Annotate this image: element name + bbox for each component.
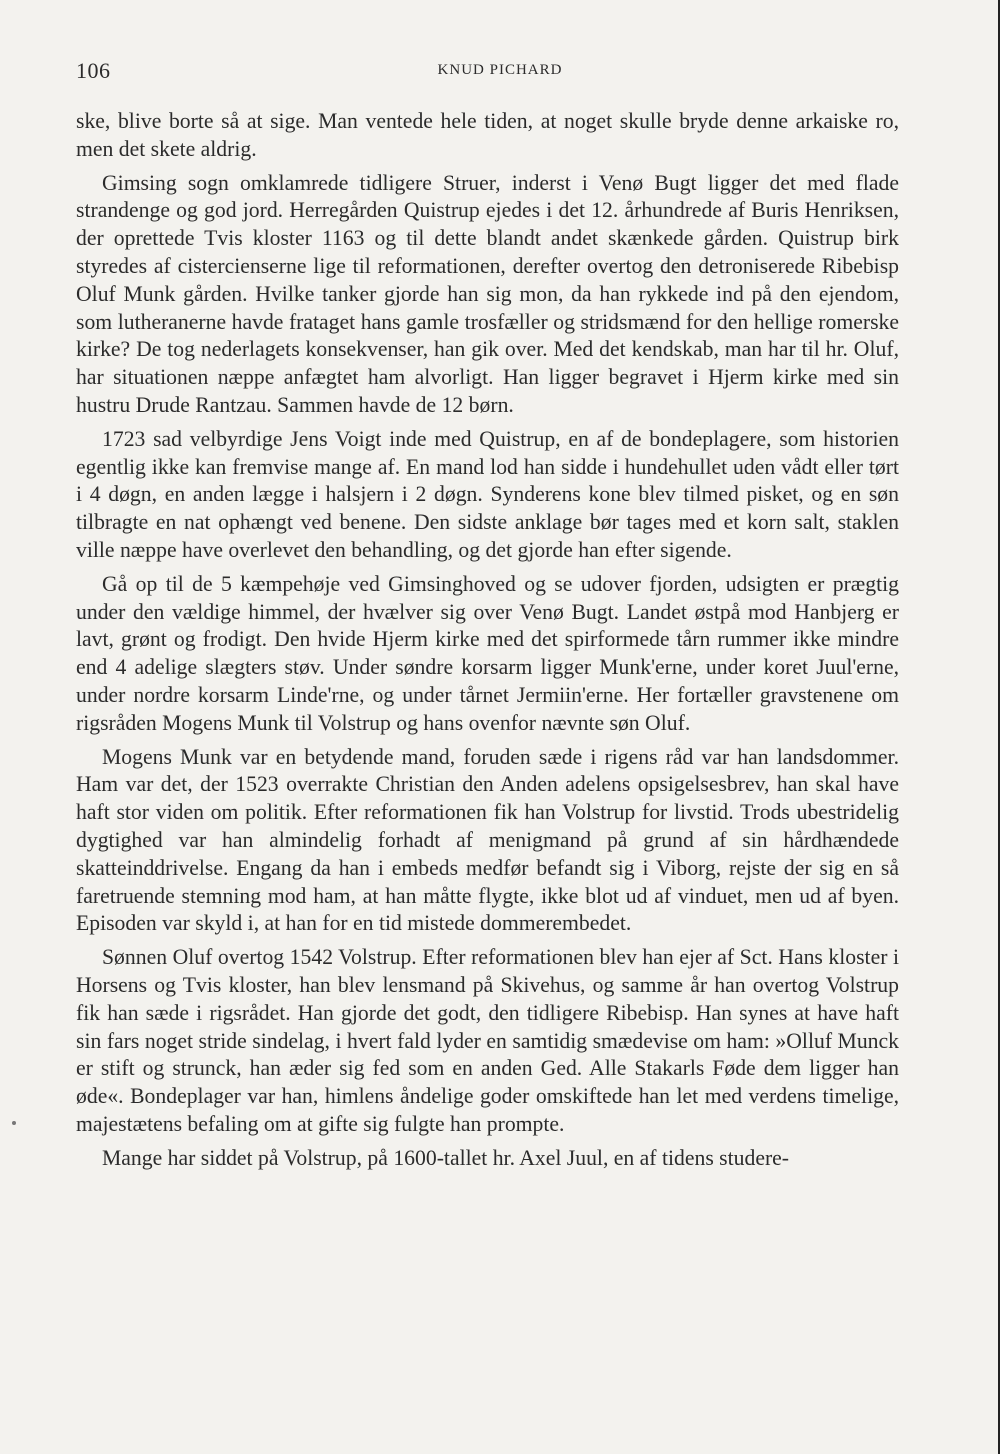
paragraph: Sønnen Oluf overtog 1542 Volstrup. Efter reformationen blev han ejer af Sct. Hans kloster i Horsens og Tvis kloster, han blev lensmand på Skivehus, og samme år han overtog Volstrup fik han sæde i rigsrådet. Han gjorde det godt, den tidligere Ribebisp. Han synes at have haft sin fars noget stride sindelag, i hvert fald lyder en samtidig smædevise om ham: »Olluf Munck er stift og strunck, han æder sig fed som en anden Ged. Alle Stakarls Føde dem ligger han øde«. Bondeplager var han, himlens åndelige goder omskiftede han let med verdens timelige, majestætens befaling om at gifte sig fulgte han prompte. bbox=[76, 945, 899, 1136]
paragraph: Mange har siddet på Volstrup, på 1600-tallet hr. Axel Juul, en af tidens studere- bbox=[102, 1145, 790, 1170]
body-text bbox=[76, 108, 899, 1178]
paragraph: Mogens Munk var en betydende mand, foruden sæde i rigens råd var han landsdommer. Ham var det, der 1523 overrakte Christian den Anden adelens opsigelsesbrev, han skal have haft stor viden om politik. Efter reformationen fik han Volstrup for livstid. Trods ubestridelig dygtighed var han almindelig forhadt af menigmand på grund af sin hårdhændede skatteinddrivelse. Engang da han i embeds medfør befandt sig i Viborg, rejste der sig en så faretruende stemning mod ham, at han måtte flygte, ikke blot ud af vinduet, men ud af byen. Episoden var skyld i, at han for en tid mistede dommerembedet. bbox=[76, 744, 899, 936]
paragraph: Gå op til de 5 kæmpehøje ved Gimsinghoved og se udover fjorden, udsigten er prægtig under den vældige himmel, der hvælver sig over Venø Bugt. Landet østpå mod Hanbjerg er lavt, grønt og frodigt. Den hvide Hjerm kirke med det spirformede tårn rummer ikke mindre end 4 adelige slægters støv. Under søndre korsarm ligger Munk'erne, under koret Juul'erne, under nordre korsarm Linde'rne, og under tårnet Jermiin'erne. Her fortæller gravstenene om rigsråden Mogens Munk til Volstrup og hans ovenfor nævnte søn Oluf. bbox=[76, 571, 899, 735]
paragraph: Gimsing sogn omklamrede tidligere Struer, inderst i Venø Bugt ligger det med flade strandenge og god jord. Herregården Quistrup ejedes i det 12. århundrede af Buris Henriksen, der oprettede Tvis kloster 1163 og til dette blandt andet skænkede gården. Quistrup birk styredes af cistercienserne lige til reformationen, derefter overtog den detroniserede Ribebisp Oluf Munk gården. Hvilke tanker gjorde han sig mon, da han rykkede ind på den ejendom, som lutheranerne havde frataget hans gamle trosfæller og stridsmænd for den hellige romerske kirke? De tog nederlagets konsekvenser, han gik over. Med det kendskab, man har til hr. Oluf, har situationen næppe anfægtet ham alvorligt. Han ligger begravet i Hjerm kirke med sin hustru Drude Rantzau. Sammen havde de 12 børn. bbox=[76, 170, 899, 417]
margin-dot bbox=[12, 1121, 16, 1125]
paragraph: ske, blive borte så at sige. Man ventede hele tiden, at noget skulle bryde denne arkaiske ro, men det skete aldrig. bbox=[76, 109, 899, 161]
page-number: 106 bbox=[76, 58, 111, 83]
running-head: KNUD PICHARD bbox=[437, 62, 563, 78]
paragraph: 1723 sad velbyrdige Jens Voigt inde med Quistrup, en af de bondeplagere, som historien egentlig ikke kan fremvise mange af. En mand lod han sidde i hundehullet uden vådt eller tørt i 4 døgn, en anden lægge i halsjern i 2 døgn. Synderens kone blev tilmed pisket, og en søn tilbragte en nat ophængt ved benene. Den sidste anklage bør tages med et korn salt, staklen ville næppe have overlevet den behandling, og det gjorde han efter sigende. bbox=[76, 426, 899, 562]
